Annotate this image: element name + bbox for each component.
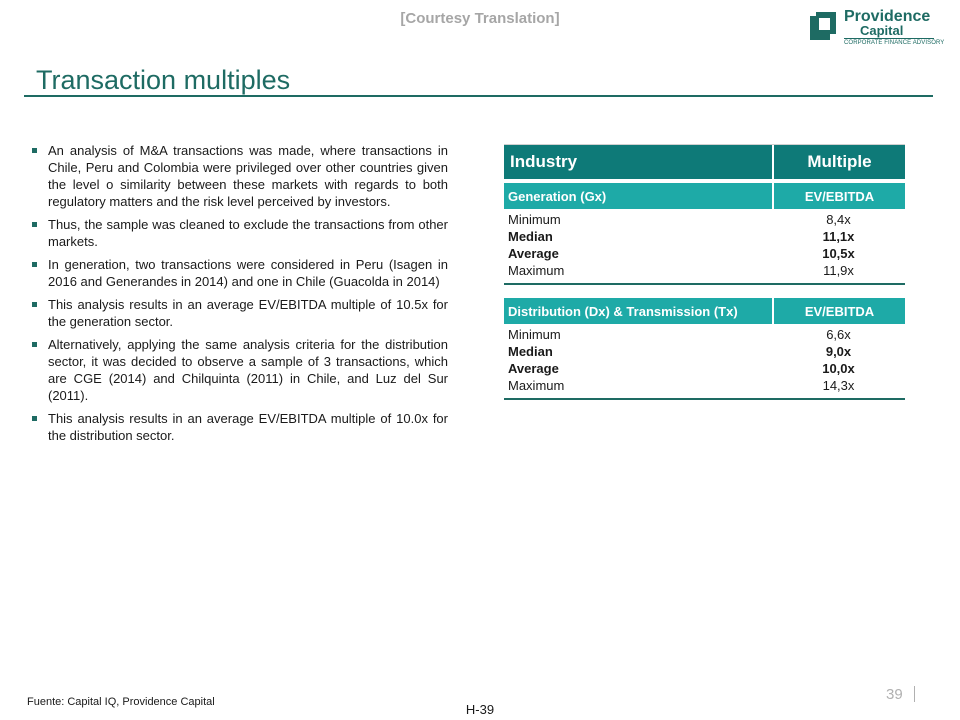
header-industry: Industry — [504, 145, 772, 179]
bullet-item: Alternatively, applying the same analysis criteria for the distribution sector, it was decided to observe a sample of 3 transactions, which are CGE (2014) and Chilquinta (2011) in Chile, and Luz del Sur (2011). — [28, 336, 448, 404]
row-label: Maximum — [508, 378, 565, 393]
section-rows — [504, 209, 905, 285]
bullet-item: Thus, the sample was cleaned to exclude the transactions from other markets. — [28, 216, 448, 250]
row-label: Median — [508, 344, 553, 359]
logo-sub: Capital — [860, 23, 904, 38]
table-row — [504, 377, 905, 394]
row-value: 11,9x — [823, 263, 854, 278]
table-row — [504, 343, 905, 360]
source-note: Fuente: Capital IQ, Providence Capital — [27, 696, 215, 708]
row-value: 14,3x — [822, 378, 855, 393]
bullet-item: An analysis of M&A transactions was made, where transactions in Chile, Peru and Colombia were privileged over other countries given the level o similarity between these markets with regards to both regulatory matters and the risk level perceived by investors. — [28, 142, 448, 210]
table-header — [504, 144, 905, 179]
row-label: Maximum — [508, 263, 565, 278]
table-row — [504, 211, 905, 228]
section-header — [504, 183, 905, 209]
row-label: Median — [508, 229, 553, 244]
section-rows — [504, 324, 905, 400]
company-logo — [810, 8, 945, 48]
page-number: 39 — [886, 686, 903, 703]
row-label: Average — [508, 361, 559, 376]
page-title: Transaction multiples — [36, 65, 291, 95]
row-value: 10,5x — [822, 246, 855, 261]
title-divider — [24, 95, 933, 97]
row-value: 10,0x — [822, 361, 855, 376]
page-number-divider — [914, 686, 915, 702]
row-value: 8,4x — [826, 212, 851, 227]
table-row — [504, 228, 905, 245]
bullet-item: In generation, two transactions were considered in Peru (Isagen in 2016 and Generandes in 2014) and one in Chile (Guacolda in 2014) — [28, 256, 448, 290]
row-label: Average — [508, 246, 559, 261]
section-name: Distribution (Dx) & Transmission (Tx) — [504, 298, 772, 324]
page-code: H-39 — [465, 702, 495, 717]
logo-tagline: CORPORATE FINANCE ADVISORY — [844, 40, 945, 46]
logo-divider — [844, 38, 934, 39]
multiples-table-distribution — [504, 298, 905, 400]
bullet-item: This analysis results in an average EV/EBITDA multiple of 10.0x for the distribution sector. — [28, 410, 448, 444]
table-row — [504, 245, 905, 262]
table-row — [504, 326, 905, 343]
table-row — [504, 360, 905, 377]
row-label: Minimum — [508, 327, 561, 342]
row-value: 6,6x — [826, 327, 851, 342]
section-name: Generation (Gx) — [504, 183, 772, 209]
section-metric: EV/EBITDA — [774, 183, 905, 209]
row-value: 9,0x — [825, 344, 852, 359]
header-multiple: Multiple — [774, 145, 905, 179]
section-header — [504, 298, 905, 324]
logo-name: Providence — [844, 8, 931, 25]
multiples-table-generation — [504, 144, 905, 285]
providence-logo-icon — [810, 12, 836, 40]
row-value: 11,1x — [822, 229, 855, 244]
section-metric: EV/EBITDA — [774, 298, 905, 324]
row-label: Minimum — [508, 212, 561, 227]
courtesy-label: [Courtesy Translation] — [400, 10, 560, 27]
bullet-item: This analysis results in an average EV/EBITDA multiple of 10.5x for the generation sector. — [28, 296, 448, 330]
table-row — [504, 262, 905, 279]
bullet-list — [28, 142, 448, 450]
